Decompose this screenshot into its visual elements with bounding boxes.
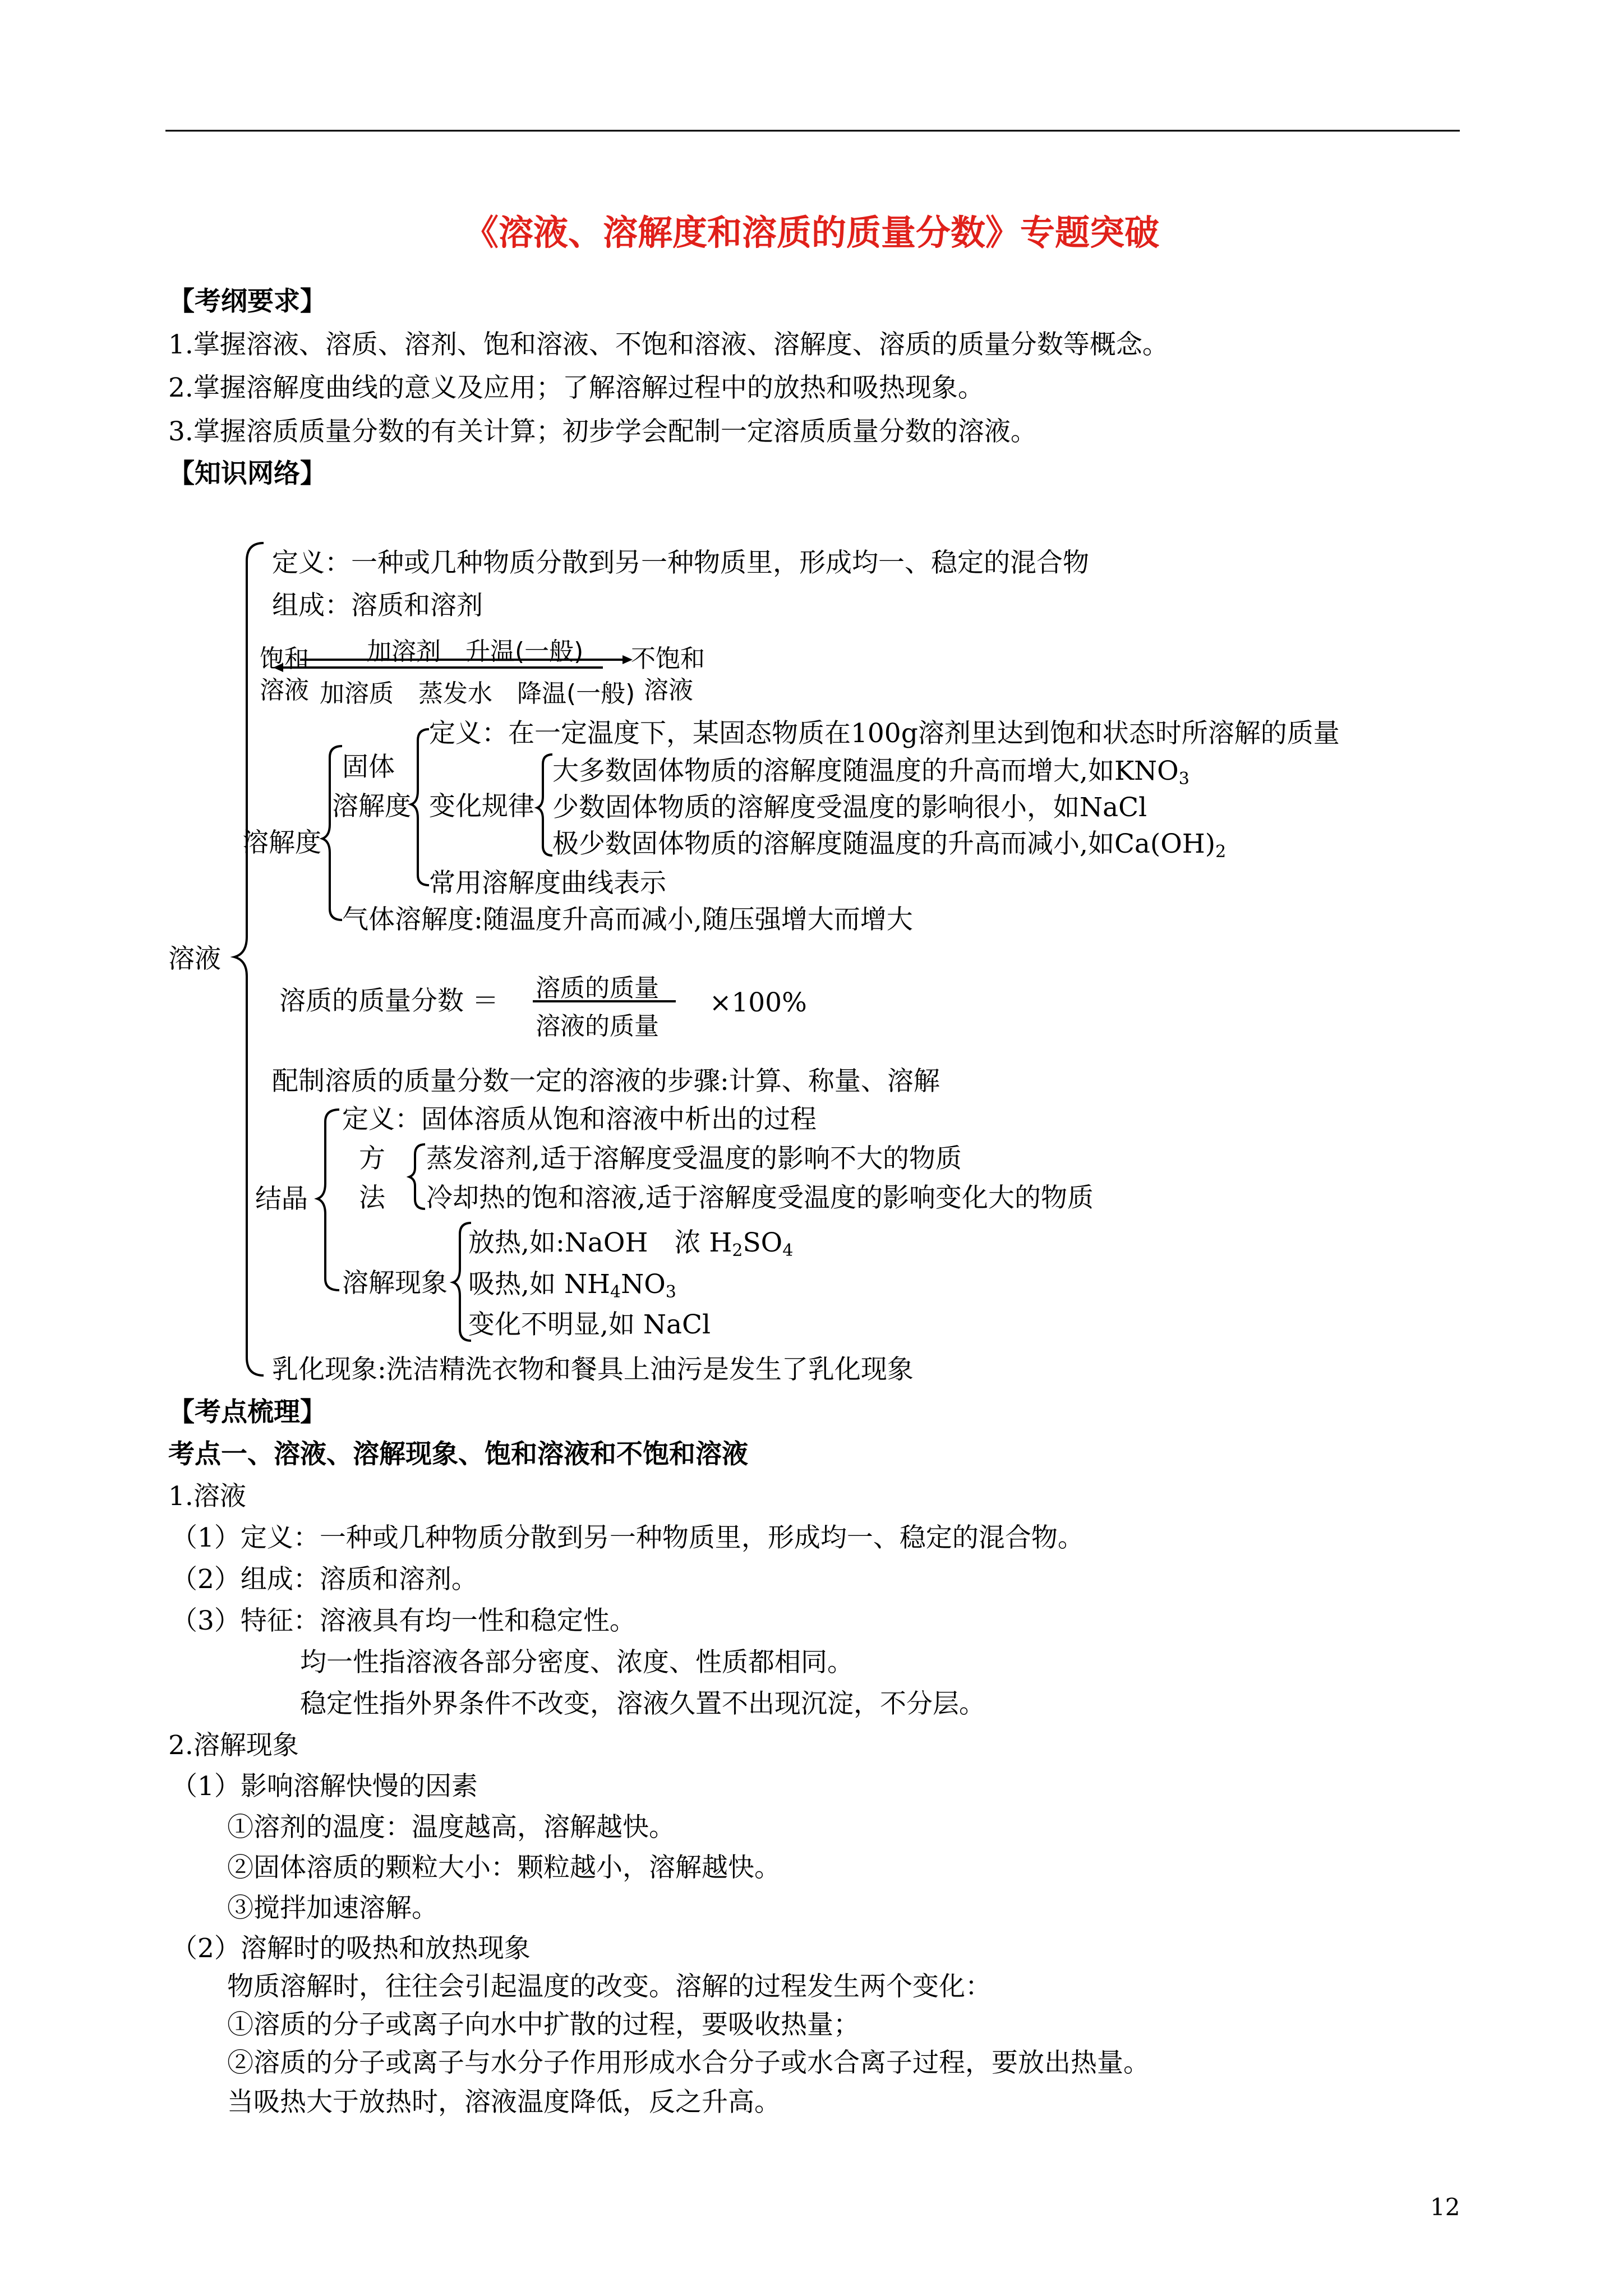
brace-method — [409, 1144, 425, 1209]
body-line: ③搅拌加速溶解。 — [227, 1893, 438, 1924]
brace-rule — [537, 754, 552, 855]
brace-cryst — [317, 1110, 339, 1290]
requirement-2: 2.掌握溶解度曲线的意义及应用；了解溶解过程中的放热和吸热现象。 — [168, 372, 984, 403]
brace-solubility — [322, 746, 342, 920]
network-comp: 组成：溶质和溶剂 — [272, 590, 483, 621]
page-title: 《溶液、溶解度和溶质的质量分数》专题突破 — [463, 212, 1159, 253]
body-line: 1.溶液 — [168, 1481, 246, 1512]
network-def: 定义：一种或几种物质分散到另一种物质里，形成均一、稳定的混合物 — [272, 547, 1089, 578]
method-label-1: 方 — [359, 1143, 385, 1174]
solubility-label: 溶解度 — [242, 827, 321, 858]
body-line: 均一性指溶液各部分密度、浓度、性质都相同。 — [300, 1647, 854, 1678]
network-root: 溶液 — [168, 944, 221, 974]
body-line: ②固体溶质的颗粒大小：颗粒越小，溶解越快。 — [227, 1852, 781, 1883]
body-line: 2.溶解现象 — [168, 1730, 299, 1761]
arrow-bottom-label: 加溶质 蒸发水 降温(一般) — [320, 679, 635, 708]
section-zhishi: 【知识网络】 — [168, 458, 326, 489]
section-kaodian: 【考点梳理】 — [168, 1397, 326, 1428]
solid-label-2: 溶解度 — [332, 791, 411, 822]
phenom-3: 变化不明显,如 NaCl — [468, 1309, 711, 1340]
fraction-denominator: 溶液的质量 — [536, 1012, 659, 1041]
solid-label-1: 固体 — [342, 752, 395, 783]
prep-steps: 配制溶质的质量分数一定的溶液的步骤:计算、称量、溶解 — [272, 1066, 940, 1097]
fraction-numerator: 溶质的质量 — [536, 974, 659, 1002]
arrow-top-label: 加溶剂 升温(一般) — [367, 637, 584, 666]
method-2: 冷却热的饱和溶液,适于溶解度受温度的影响变化大的物质 — [426, 1182, 1094, 1213]
cryst-def: 定义：固体溶质从饱和溶液中析出的过程 — [342, 1104, 817, 1135]
page-number: 12 — [1430, 2193, 1460, 2221]
body-line: （1）定义：一种或几种物质分散到另一种物质里，形成均一、稳定的混合物。 — [171, 1522, 1084, 1553]
section-kaogang: 【考纲要求】 — [168, 286, 326, 317]
body-line: （1）影响溶解快慢的因素 — [171, 1771, 478, 1802]
gas-solubility: 气体溶解度:随温度升高而减小,随压强增大而增大 — [342, 904, 913, 935]
body-line: （2）溶解时的吸热和放热现象 — [171, 1933, 531, 1964]
requirement-1: 1.掌握溶液、溶质、溶剂、饱和溶液、不饱和溶液、溶解度、溶质的质量分数等概念。 — [168, 329, 1169, 360]
phenom-label: 溶解现象 — [342, 1268, 448, 1299]
times-100: ×100% — [709, 987, 807, 1018]
method-label-2: 法 — [359, 1182, 385, 1213]
rule-2: 少数固体物质的溶解度受温度的影响很小，如NaCl — [552, 792, 1147, 823]
method-1: 蒸发溶剂,适于溶解度受温度的影响不大的物质 — [426, 1143, 962, 1174]
requirement-3: 3.掌握溶质质量分数的有关计算；初步学会配制一定溶质质量分数的溶液。 — [168, 416, 1037, 447]
brace-solid — [411, 729, 429, 885]
curve-note: 常用溶解度曲线表示 — [429, 868, 666, 899]
body-line: ②溶质的分子或离子与水分子作用形成水合分子或水合离子过程，要放出热量。 — [227, 2047, 1150, 2078]
unsaturated-label-1: 不饱和 — [631, 645, 705, 673]
solid-def: 定义：在一定温度下，某固态物质在100g溶剂里达到饱和状态时所溶解的质量 — [429, 718, 1340, 749]
body-line: ①溶剂的温度：温度越高，溶解越快。 — [227, 1812, 675, 1843]
unsaturated-label-2: 溶液 — [644, 676, 693, 705]
kaodian-1-title: 考点一、溶液、溶解现象、饱和溶液和不饱和溶液 — [168, 1439, 748, 1470]
saturated-label-1: 饱和 — [260, 645, 309, 673]
change-rule-label: 变化规律 — [429, 791, 534, 822]
body-line: 当吸热大于放热时，溶液温度降低，反之升高。 — [227, 2087, 781, 2118]
cryst-label: 结晶 — [255, 1184, 308, 1214]
phenom-1: 放热,如:NaOH 浓 $H_2SO_4$ — [468, 1227, 794, 1260]
mass-fraction-label: 溶质的质量分数 ＝ — [279, 986, 499, 1016]
phenom-2: 吸热,如 $NH_4NO_3$ — [468, 1269, 676, 1302]
body-line: 稳定性指外界条件不改变，溶液久置不出现沉淀，不分层。 — [300, 1688, 985, 1719]
body-line: （2）组成：溶质和溶剂。 — [171, 1564, 478, 1595]
body-line: 物质溶解时，往往会引起温度的改变。溶解的过程发生两个变化： — [227, 1971, 992, 2002]
rule-1: 大多数固体物质的溶解度随温度的升高而增大,如$KNO_3$ — [552, 756, 1189, 789]
saturated-label-2: 溶液 — [260, 676, 309, 705]
body-line: （3）特征：溶液具有均一性和稳定性。 — [171, 1605, 636, 1636]
emulsify: 乳化现象:洗洁精洗衣物和餐具上油污是发生了乳化现象 — [272, 1354, 914, 1385]
body-line: ①溶质的分子或离子向水中扩散的过程，要吸收热量； — [227, 2009, 860, 2040]
rule-3: 极少数固体物质的溶解度随温度的升高而减小,如$Ca(OH)_2$ — [552, 829, 1227, 862]
